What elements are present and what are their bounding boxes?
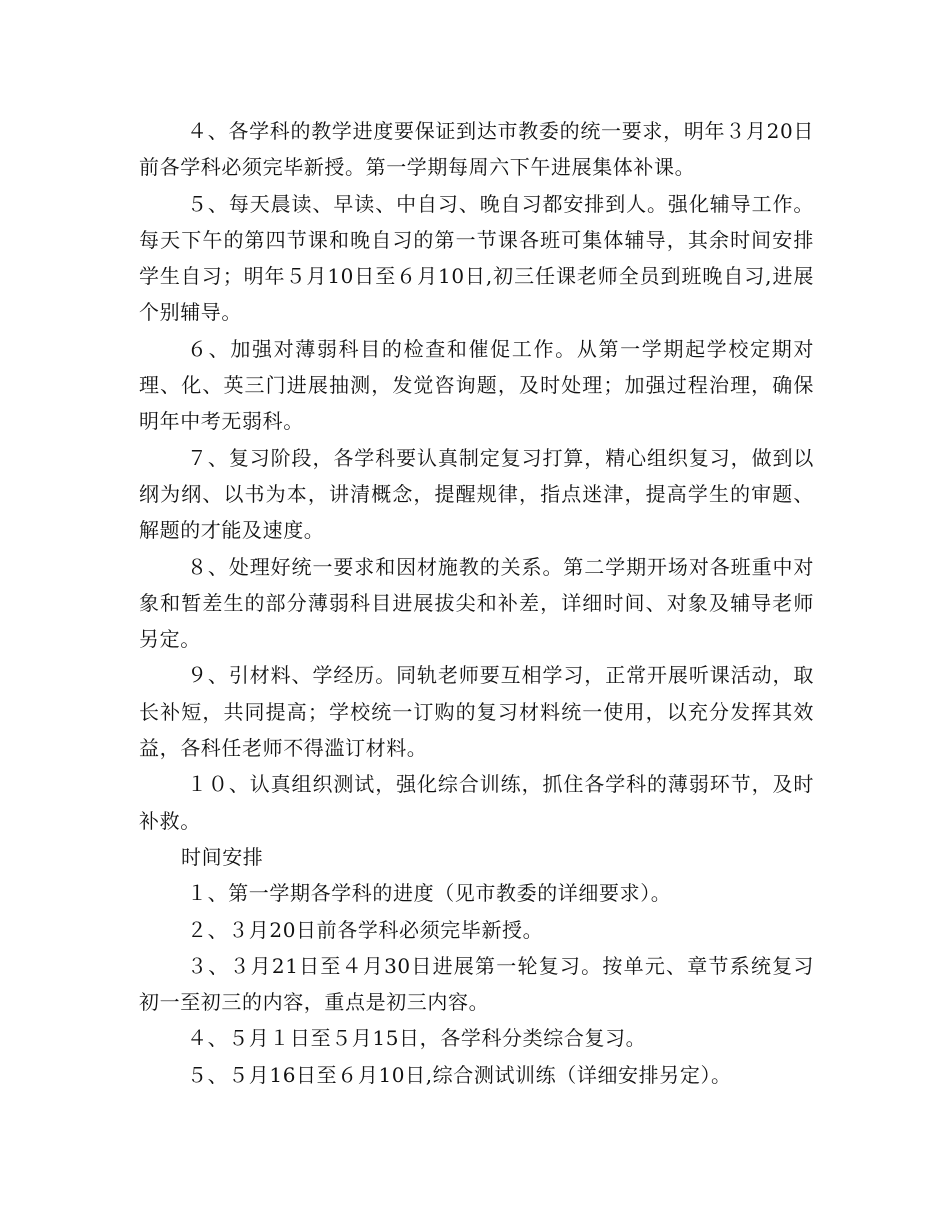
paragraph-item-4: ４、各学科的教学进度要保证到达市教委的统一要求，明年３月20日前各学科必须完毕新授。第一学期每周六下午进展集体补课。	[139, 119, 814, 180]
paragraph-item-8: ８、处理好统一要求和因材施教的关系。第二学期开场对各班重中对象和暂差生的部分薄弱科目进展拔尖和补差，详细时间、对象及辅导老师另定。	[139, 554, 814, 652]
paragraph-item-5: ５、每天晨读、早读、中自习、晚自习都安排到人。强化辅导工作。每天下午的第四节课和晚自习的第一节课各班可集体辅导，其余时间安排学生自习；明年５月10日至６月10日,初三任课老师全员到班晚自习,进展个别辅导。	[139, 191, 814, 325]
paragraph-item-9: ９、引材料、学经历。同轨老师要互相学习，正常开展听课活动，取长补短，共同提高；学校统一订购的复习材料统一使用，以充分发挥其效益，各科任老师不得滥订材料。	[139, 663, 814, 761]
schedule-item-5: ５、５月16日至６月10日,综合测试训练（详细安排另定）。	[187, 1062, 732, 1087]
paragraph-item-6: ６、加强对薄弱科目的检查和催促工作。从第一学期起学校定期对理、化、英三门进展抽测，发觉咨询题，及时处理；加强过程治理，确保明年中考无弱科。	[139, 336, 814, 434]
paragraph-item-10: １０、认真组织测试，强化综合训练，抓住各学科的薄弱环节，及时补救。	[139, 772, 814, 833]
schedule-heading: 时间安排	[181, 844, 264, 869]
schedule-item-2: ２、３月20日前各学科必须完毕新授。	[187, 917, 544, 942]
schedule-item-4: ４、５月１日至５月15日，各学科分类综合复习。	[187, 1026, 647, 1051]
schedule-item-3: ３、３月21日至４月30日进展第一轮复习。按单元、章节系统复习初一至初三的内容，重点是初三内容。	[139, 953, 814, 1015]
paragraph-item-7: ７、复习阶段，各学科要认真制定复习打算，精心组织复习，做到以纲为纲、以书为本，讲清概念，提醒规律，指点迷津，提高学生的审题、解题的才能及速度。	[139, 445, 814, 543]
document-body	[139, 113, 814, 1093]
schedule-item-1: １、第一学期各学科的进度（见市教委的详细要求）。	[187, 881, 672, 906]
